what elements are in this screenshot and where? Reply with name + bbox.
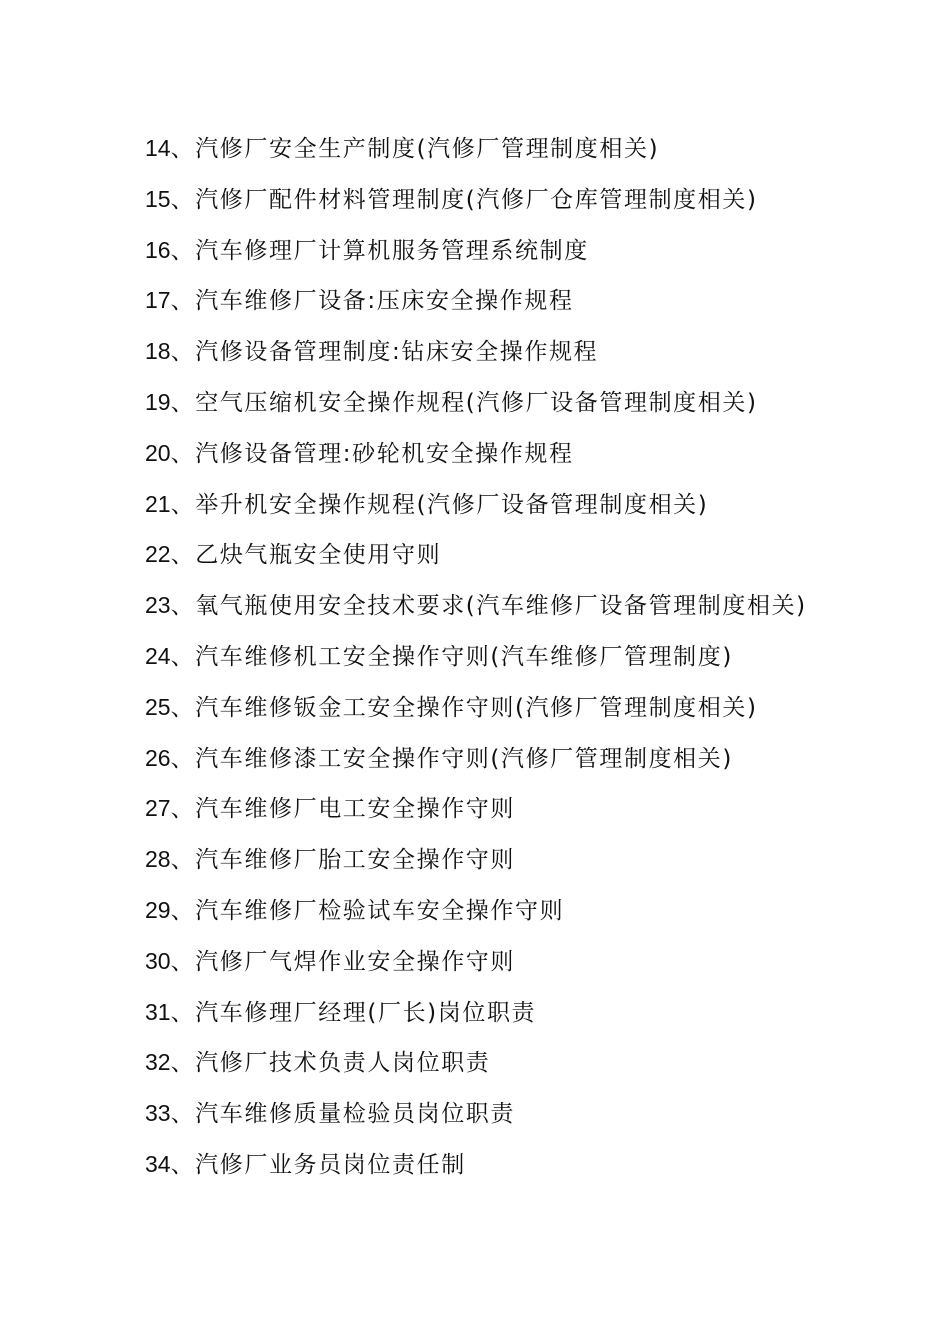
item-number: 34 <box>145 1150 171 1177</box>
item-text: 、汽修设备管理制度:钻床安全操作规程 <box>170 339 599 366</box>
list-item <box>145 683 817 734</box>
list-item <box>145 1038 817 1089</box>
list-item <box>145 480 817 531</box>
item-number: 14 <box>145 135 171 161</box>
item-number: 26 <box>145 744 171 771</box>
item-text: 、空气压缩机安全操作规程(汽修厂设备管理制度相关) <box>170 389 758 416</box>
item-text: 、汽车维修漆工安全操作守则(汽修厂管理制度相关) <box>170 745 733 772</box>
list-item <box>145 378 817 429</box>
list-item <box>145 835 817 886</box>
item-number: 25 <box>145 693 171 720</box>
item-text: 、汽修厂业务员岗位责任制 <box>170 1151 466 1178</box>
list-item <box>145 734 817 785</box>
list-item <box>145 175 817 226</box>
list-item <box>145 988 817 1039</box>
item-text: 、举升机安全操作规程(汽修厂设备管理制度相关) <box>170 491 709 518</box>
list-item <box>145 581 817 632</box>
item-text: 、汽车维修厂胎工安全操作守则 <box>170 847 515 874</box>
list-item <box>145 226 817 277</box>
list-item <box>145 276 817 327</box>
item-text: 、汽车修理厂计算机服务管理系统制度 <box>170 237 589 264</box>
list-item <box>145 1140 817 1191</box>
item-text: 、汽车维修机工安全操作守则(汽车维修厂管理制度) <box>170 643 733 670</box>
list-item <box>145 784 817 835</box>
list-item <box>145 124 817 175</box>
item-number: 15 <box>145 185 171 212</box>
item-number: 33 <box>145 1100 171 1127</box>
item-number: 32 <box>145 1049 171 1076</box>
item-text: 、汽修厂技术负责人岗位职责 <box>170 1050 491 1077</box>
list-item <box>145 327 817 378</box>
item-text: 、乙炔气瓶安全使用守则 <box>170 542 442 569</box>
item-text: 、汽修厂配件材料管理制度(汽修厂仓库管理制度相关) <box>170 186 758 213</box>
item-number: 30 <box>145 947 171 974</box>
list-item <box>145 1089 817 1140</box>
list-item <box>145 886 817 937</box>
item-number: 27 <box>145 795 171 822</box>
item-text: 、汽车维修质量检验员岗位职责 <box>170 1101 515 1128</box>
item-number: 18 <box>145 338 171 365</box>
item-number: 22 <box>145 541 171 568</box>
item-text: 、汽车维修厂电工安全操作守则 <box>170 796 515 823</box>
list-item <box>145 937 817 988</box>
item-number: 17 <box>145 287 171 314</box>
item-number: 20 <box>145 439 171 466</box>
regulation-list <box>145 124 817 1191</box>
item-text: 、汽修厂气焊作业安全操作守则 <box>170 948 515 975</box>
item-number: 19 <box>145 388 171 415</box>
item-text: 、汽车修理厂经理(厂长)岗位职责 <box>170 999 537 1026</box>
item-text: 、氧气瓶使用安全技术要求(汽车维修厂设备管理制度相关) <box>170 593 807 620</box>
item-number: 29 <box>145 896 171 923</box>
item-number: 23 <box>145 592 171 619</box>
item-number: 31 <box>145 998 171 1025</box>
item-number: 24 <box>145 642 171 669</box>
list-item <box>145 632 817 683</box>
item-number: 16 <box>145 236 171 263</box>
item-text: 、汽修设备管理:砂轮机安全操作规程 <box>170 440 574 467</box>
item-text: 、汽车维修钣金工安全操作守则(汽修厂管理制度相关) <box>170 694 758 721</box>
item-text: 、汽修厂安全生产制度(汽修厂管理制度相关) <box>170 136 660 162</box>
item-number: 28 <box>145 846 171 873</box>
item-text: 、汽车维修厂检验试车安全操作守则 <box>170 897 565 924</box>
item-number: 21 <box>145 490 171 517</box>
item-text: 、汽车维修厂设备:压床安全操作规程 <box>170 288 574 315</box>
list-item <box>145 530 817 581</box>
list-item <box>145 429 817 480</box>
